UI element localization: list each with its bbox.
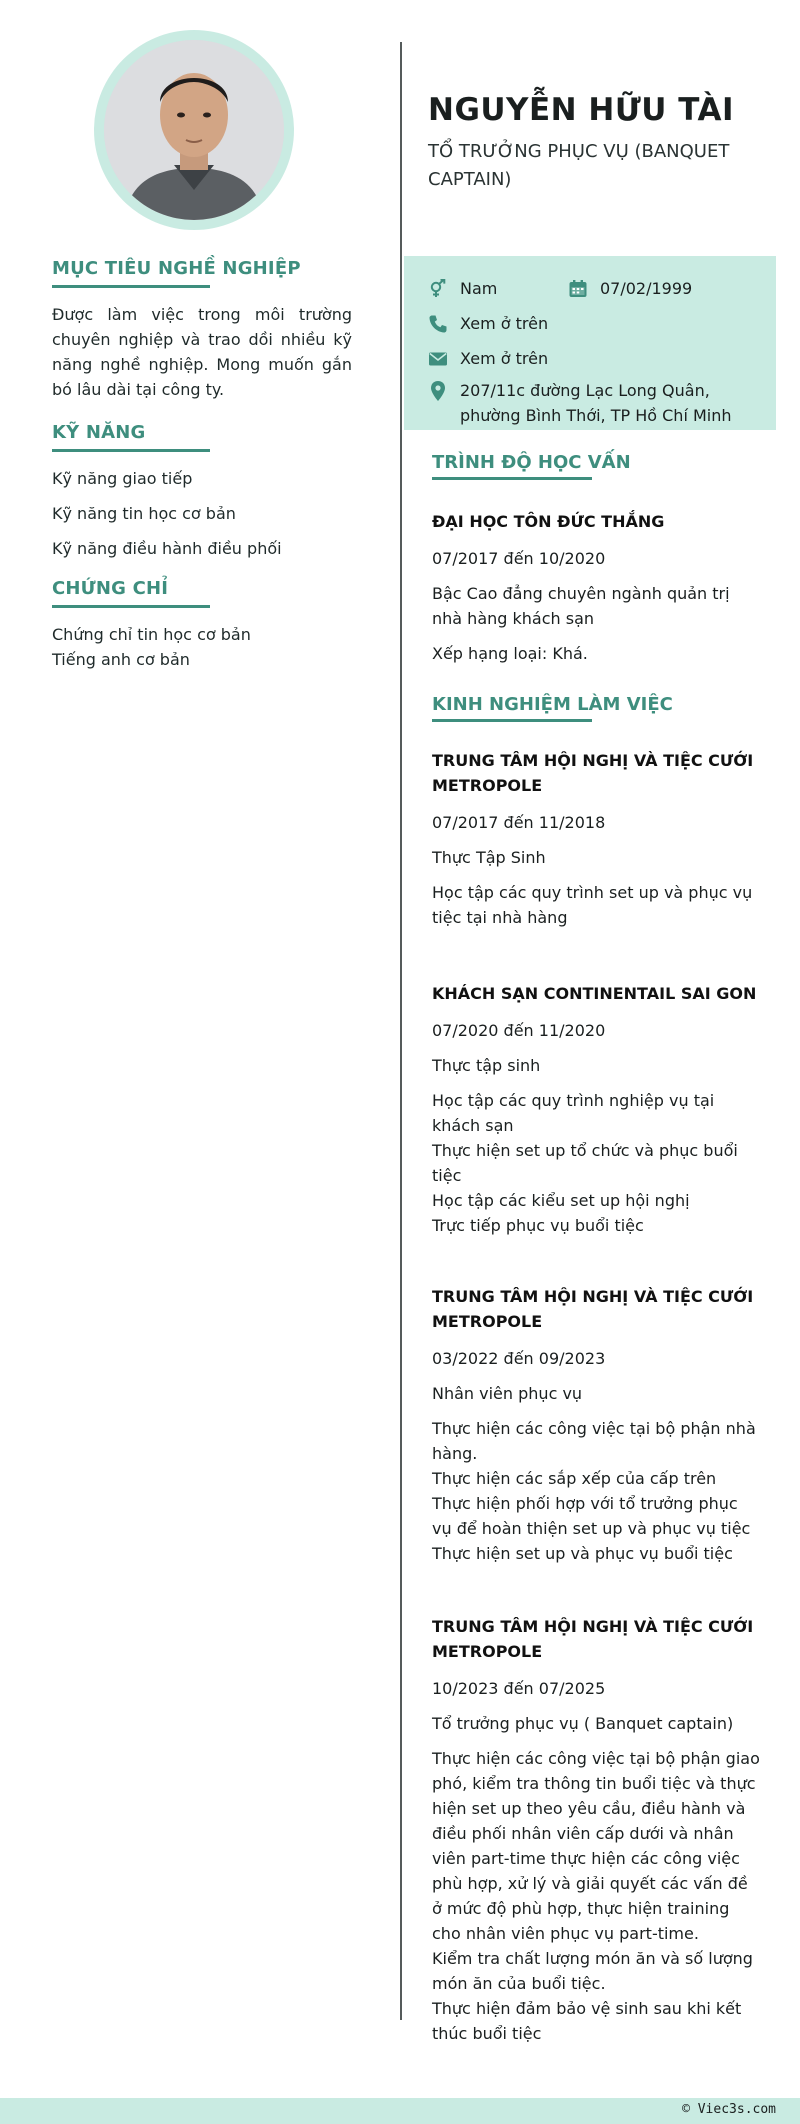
calendar-icon <box>568 276 590 301</box>
experience-line: Thực hiện phối hợp với tổ trưởng phục vụ để hoàn thiện set up và phục vụ tiệc <box>432 1494 751 1538</box>
address-value: 207/11c đường Lạc Long Quân, phường Bình Thới, TP Hồ Chí Minh <box>460 381 732 425</box>
certificates-section <box>52 578 352 672</box>
phone-value: Xem ở trên <box>460 314 549 333</box>
experience-position: Thực tập sinh <box>432 1056 541 1075</box>
birthday-value: 07/02/1999 <box>600 279 693 298</box>
education-heading: TRÌNH ĐỘ HỌC VẤN <box>432 452 631 473</box>
education-underline <box>432 477 592 480</box>
experience-description <box>432 1746 762 2046</box>
phone-row <box>428 311 548 336</box>
experience-company: TRUNG TÂM HỘI NGHỊ VÀ TIỆC CƯỚI METROPOLE <box>432 751 754 795</box>
education-degree: Bậc Cao đẳng chuyên ngành quản trị nhà hàng khách sạn <box>432 584 730 628</box>
objective-heading: MỤC TIÊU NGHỀ NGHIỆP <box>52 258 301 279</box>
experience-company: KHÁCH SẠN CONTINENTAIL SAI GON <box>432 984 757 1003</box>
experience-date: 10/2023 đến 07/2025 <box>432 1679 606 1698</box>
email-row <box>428 346 548 371</box>
skill-item: Kỹ năng giao tiếp <box>52 469 193 488</box>
experience-company: TRUNG TÂM HỘI NGHỊ VÀ TIỆC CƯỚI METROPOLE <box>432 1617 754 1661</box>
experience-date: 03/2022 đến 09/2023 <box>432 1349 606 1368</box>
objective-section <box>52 258 352 402</box>
certificate-item: Chứng chỉ tin học cơ bản <box>52 625 251 644</box>
certificates-underline <box>52 605 210 608</box>
objective-text: Được làm việc trong môi trường chuyên nghiệp và trao dồi nhiều kỹ năng nghề nghiệp. Mong muốn gắn bó lâu dài tại công ty. <box>52 305 352 399</box>
skills-underline <box>52 449 210 452</box>
experience-line: Kiểm tra chất lượng món ăn và số lượng món ăn của buổi tiệc. <box>432 1949 753 1993</box>
experience-line: Thực hiện set up tổ chức và phục buổi tiệc <box>432 1141 738 1185</box>
experience-item <box>432 1614 762 2046</box>
experience-company: TRUNG TÂM HỘI NGHỊ VÀ TIỆC CƯỚI METROPOLE <box>432 1287 754 1331</box>
experience-item <box>432 1284 762 1566</box>
skills-section <box>52 422 352 561</box>
education-date: 07/2017 đến 10/2020 <box>432 549 606 568</box>
email-icon <box>428 346 450 371</box>
education-item <box>432 509 762 666</box>
experience-item <box>432 748 762 930</box>
footer-copyright: © Viec3s.com <box>682 2102 776 2117</box>
experience-line: Thực hiện các công việc tại bộ phận nhà hàng. <box>432 1419 756 1463</box>
gender-row <box>428 276 497 301</box>
avatar-frame <box>94 30 294 230</box>
address-row <box>428 378 748 428</box>
phone-icon <box>428 311 450 336</box>
objective-underline <box>52 285 210 288</box>
experience-date: 07/2017 đến 11/2018 <box>432 813 606 832</box>
experience-line: Thực hiện set up và phục vụ buổi tiệc <box>432 1544 733 1563</box>
location-icon <box>428 378 450 403</box>
gender-value: Nam <box>460 279 498 298</box>
experience-description <box>432 1088 762 1238</box>
avatar-photo <box>104 40 284 220</box>
skill-item: Kỹ năng tin học cơ bản <box>52 504 236 523</box>
experience-position: Thực Tập Sinh <box>432 848 546 867</box>
certificates-list <box>52 622 352 672</box>
birthday-row <box>568 276 692 301</box>
avatar <box>104 40 284 220</box>
experience-line: Học tập các quy trình nghiệp vụ tại khách sạn <box>432 1091 715 1135</box>
candidate-name: NGUYỄN HỮU TÀI <box>428 92 734 128</box>
experience-line: Thực hiện các sắp xếp của cấp trên <box>432 1469 717 1488</box>
experience-date: 07/2020 đến 11/2020 <box>432 1021 606 1040</box>
certificate-item: Tiếng anh cơ bản <box>52 650 190 669</box>
column-divider <box>400 42 402 2020</box>
education-rank: Xếp hạng loại: Khá. <box>432 644 588 663</box>
experience-line: Trực tiếp phục vụ buổi tiệc <box>432 1216 644 1235</box>
experience-line: Thực hiện đảm bảo vệ sinh sau khi kết thúc buổi tiệc <box>432 1999 742 2043</box>
footer-bar <box>0 2098 800 2124</box>
gender-icon <box>428 276 450 301</box>
experience-position: Tổ trưởng phục vụ ( Banquet captain) <box>432 1714 734 1733</box>
skills-heading: KỸ NĂNG <box>52 422 146 443</box>
experience-description <box>432 1416 762 1566</box>
experience-line: Thực hiện các công việc tại bộ phận giao phó, kiểm tra thông tin buổi tiệc và thực hiện set up theo yêu cầu, điều hành và điều phối nhân viên cấp dưới và nhân viên part-time thực hiện các công việc phù hợp, xử lý và giải quyết các vấn đề ở mức độ phù hợp, thực hiện training cho nhân viên phục vụ part-time. <box>432 1749 760 1943</box>
skills-list <box>52 466 352 561</box>
experience-item <box>432 981 762 1238</box>
certificates-heading: CHỨNG CHỈ <box>52 578 169 599</box>
experience-underline <box>432 719 592 722</box>
experience-heading: KINH NGHIỆM LÀM VIỆC <box>432 694 673 715</box>
education-school: ĐẠI HỌC TÔN ĐỨC THẮNG <box>432 512 665 531</box>
candidate-role: TỔ TRƯỞNG PHỤC VỤ (BANQUET CAPTAIN) <box>428 141 730 190</box>
experience-description <box>432 880 762 930</box>
experience-line: Học tập các kiểu set up hội nghị <box>432 1191 690 1210</box>
experience-position: Nhân viên phục vụ <box>432 1384 583 1403</box>
skill-item: Kỹ năng điều hành điều phối <box>52 539 282 558</box>
experience-line: Học tập các quy trình set up và phục vụ tiệc tại nhà hàng <box>432 883 753 927</box>
email-value: Xem ở trên <box>460 349 549 368</box>
contact-panel <box>404 256 776 430</box>
